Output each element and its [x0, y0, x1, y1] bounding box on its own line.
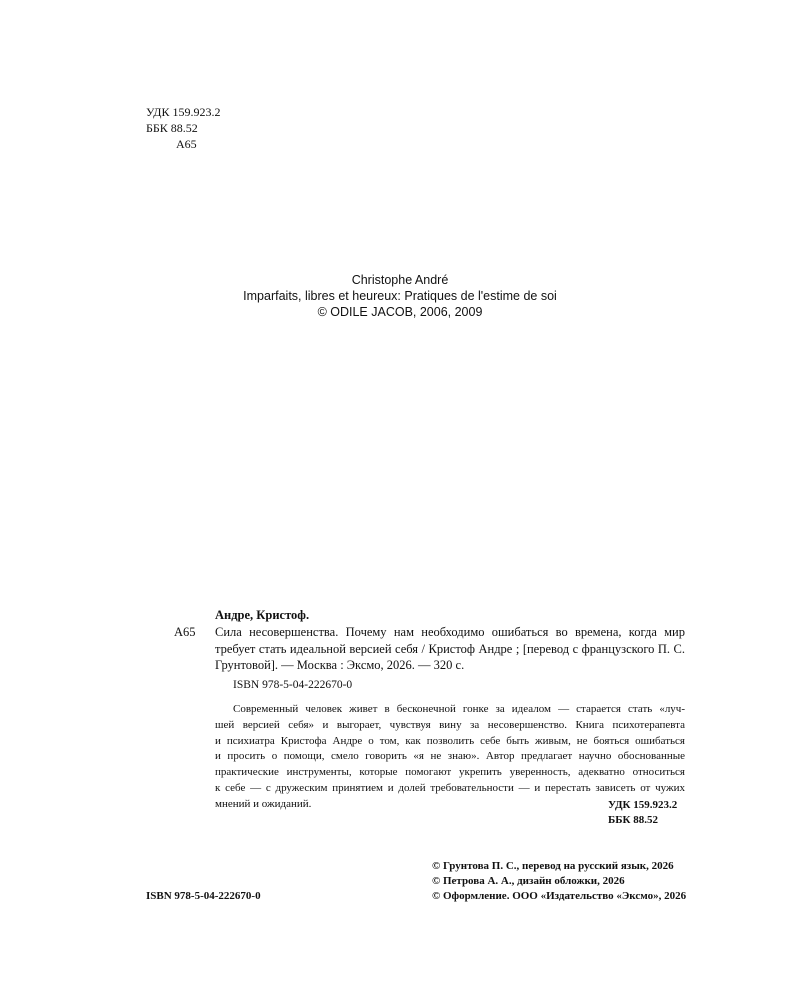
bbk-code-bottom: ББК 88.52	[608, 813, 659, 826]
record-isbn: ISBN 978-5-04-222670-0	[233, 679, 353, 691]
annotation-line: и просить о помощи, смело говорить «я не знаю». Автор предлагает научно обоснованные	[215, 750, 685, 763]
copyright-block	[432, 859, 686, 904]
record-author: Андре, Кристоф.	[215, 608, 310, 622]
classification-codes	[146, 104, 220, 152]
annotation	[215, 702, 685, 813]
copyright-publisher: © Оформление. ООО «Издательство «Эксмо», 2026	[432, 890, 687, 902]
author-mark: А65	[176, 137, 197, 151]
annotation-line: и психиатра Кристофа Андре о том, как позволить себе быть живым, не бояться ошибаться	[215, 734, 685, 747]
isbn-bottom: ISBN 978-5-04-222670-0	[146, 890, 261, 902]
udk-code: УДК 159.923.2	[146, 105, 221, 119]
record-description: Сила несовершенства. Почему нам необходимо ошибаться во времена, когда мир требует стать идеальной версией себя / Кристоф Андре ; [перевод с французского П. С. Грунтовой]. — Москва : Эксмо, 2026. — 320 с.	[215, 625, 685, 673]
bbk-code: ББК 88.52	[146, 121, 198, 135]
copyright-cover-design: © Петрова А. А., дизайн обложки, 2026	[432, 875, 625, 887]
record-author-mark: А65	[174, 625, 196, 639]
annotation-line: шей версией себя» и выгорает, чувствуя вину за несовершенство. Книга психотерапевта	[215, 718, 685, 731]
annotation-line: мнений и ожиданий.	[215, 797, 312, 810]
original-edition-block	[0, 272, 800, 320]
original-title: Imparfaits, libres et heureux: Pratiques de l'estime de soi	[243, 289, 557, 303]
original-copyright: © ODILE JACOB, 2006, 2009	[317, 305, 483, 319]
annotation-line: к себе — с дружеским принятием и долей требовательности — и перестать зависеть от чужих	[215, 781, 685, 794]
annotation-line: практические инструменты, которые помогают укрепить уверенность, адекватно относиться	[215, 766, 685, 779]
annotation-line: Современный человек живет в бесконечной гонке за идеалом — старается стать «луч-	[233, 703, 685, 715]
copyright-translation: © Грунтова П. С., перевод на русский язык, 2026	[432, 860, 674, 872]
udk-code-bottom: УДК 159.923.2	[608, 799, 678, 811]
classification-codes-bottom	[608, 798, 677, 827]
original-author: Christophe André	[351, 273, 449, 287]
